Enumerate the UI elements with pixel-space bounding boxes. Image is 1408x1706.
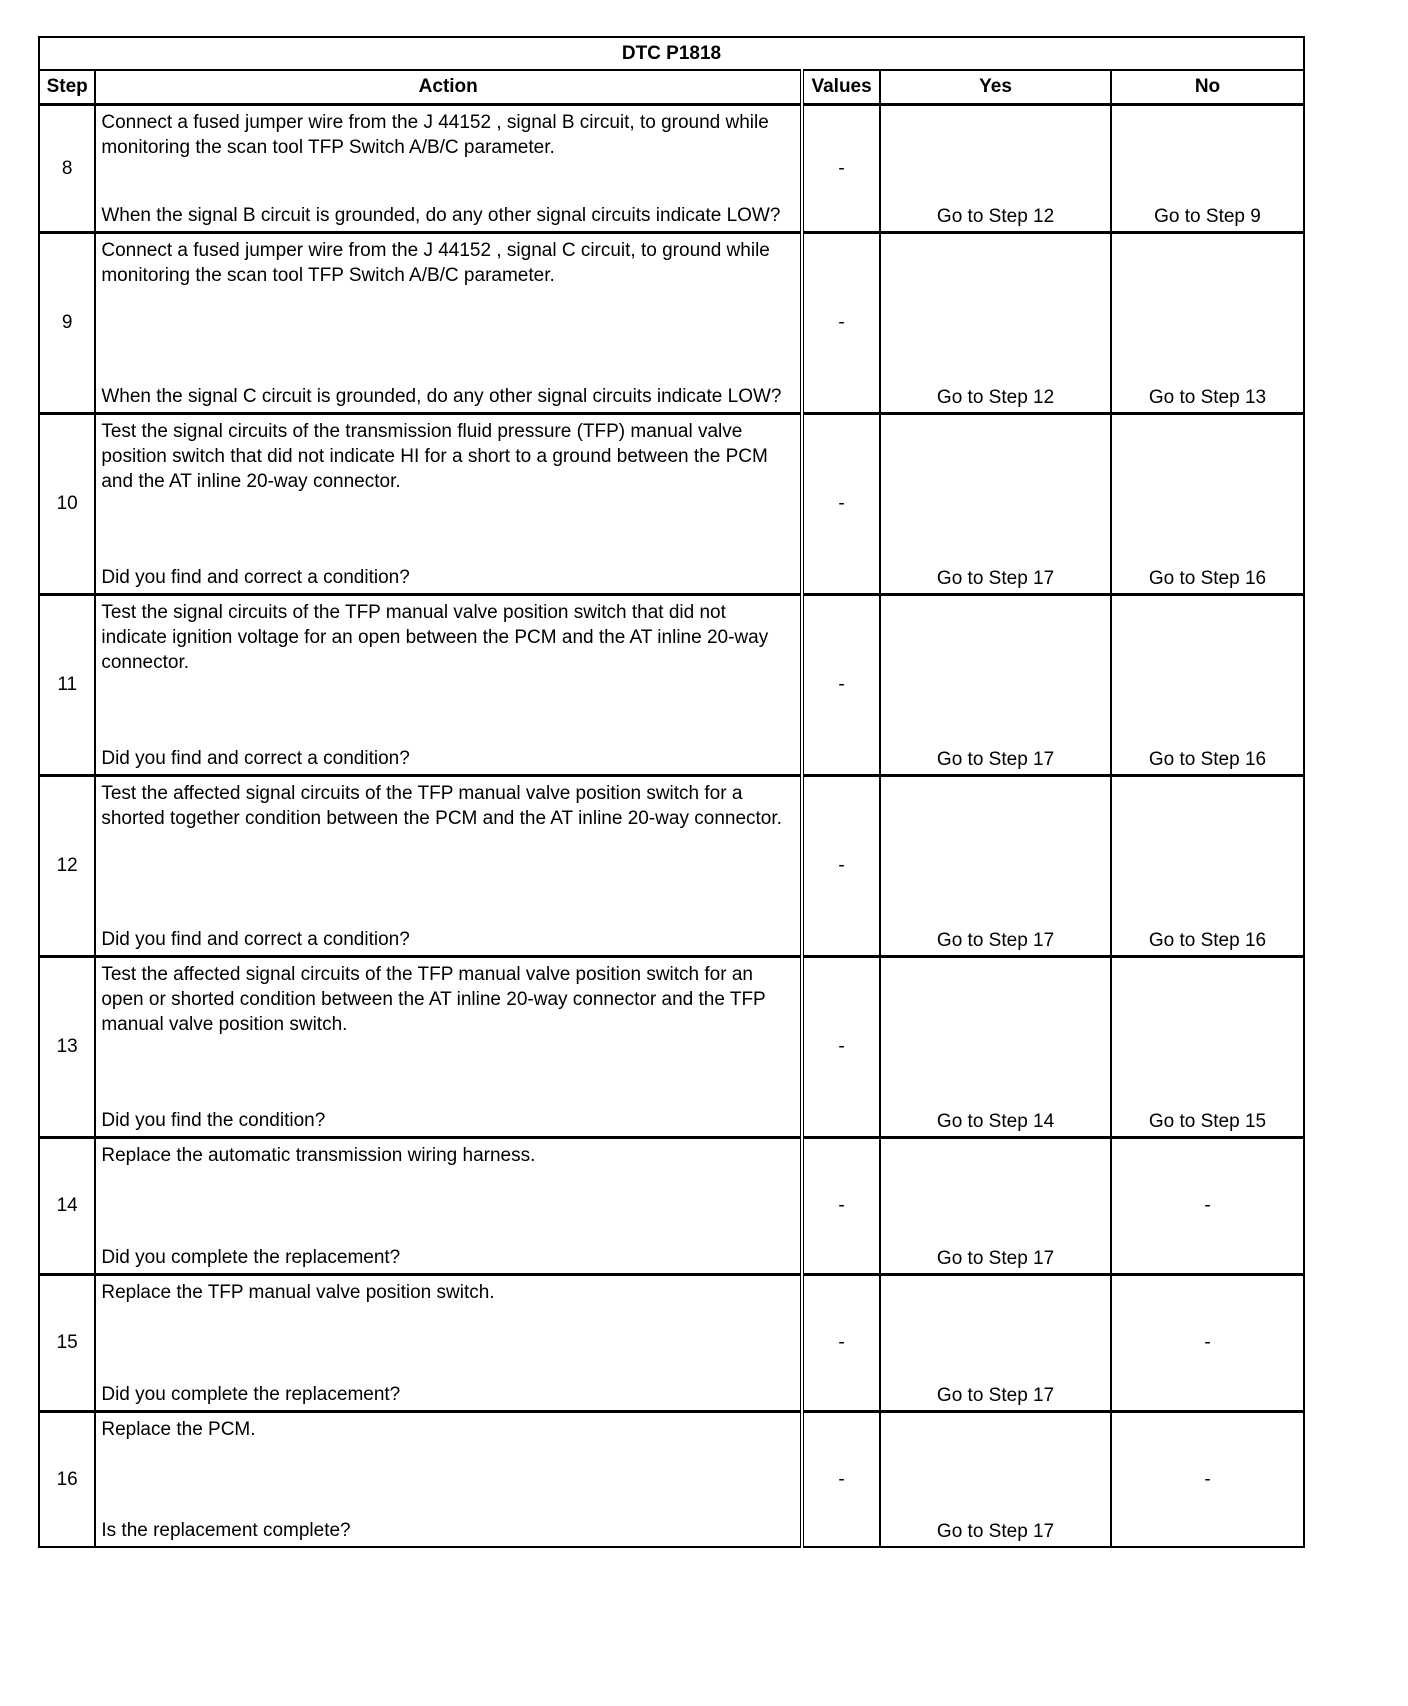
header-action: Action — [95, 70, 802, 104]
table-row — [39, 232, 1304, 413]
values-cell: - — [802, 232, 880, 413]
values-cell: - — [802, 1274, 880, 1411]
table-row — [39, 413, 1304, 594]
yes-result: Go to Step 17 — [880, 1411, 1111, 1547]
yes-result: Go to Step 17 — [880, 413, 1111, 594]
action-question: Is the replacement complete? — [101, 1519, 351, 1541]
yes-result: Go to Step 12 — [880, 232, 1111, 413]
action-question: Did you find and correct a condition? — [101, 566, 410, 588]
values-cell: - — [802, 1137, 880, 1274]
table-title: DTC P1818 — [39, 37, 1304, 70]
no-result: Go to Step 16 — [1111, 775, 1304, 956]
action-question: When the signal B circuit is grounded, do any other signal circuits indicate LOW? — [101, 204, 781, 226]
action-cell — [95, 413, 802, 594]
values-cell: - — [802, 956, 880, 1137]
action-cell — [95, 1411, 802, 1547]
table-row — [39, 1411, 1304, 1547]
table-row — [39, 594, 1304, 775]
action-question: Did you complete the replacement? — [101, 1246, 401, 1268]
step-number: 11 — [39, 594, 95, 775]
no-result: Go to Step 9 — [1111, 104, 1304, 232]
no-result: - — [1111, 1137, 1304, 1274]
header-no: No — [1111, 70, 1304, 104]
yes-result: Go to Step 17 — [880, 775, 1111, 956]
values-cell: - — [802, 104, 880, 232]
yes-result: Go to Step 17 — [880, 594, 1111, 775]
action-question: Did you complete the replacement? — [101, 1383, 401, 1405]
action-cell — [95, 775, 802, 956]
values-cell: - — [802, 775, 880, 956]
no-result: Go to Step 13 — [1111, 232, 1304, 413]
no-result: Go to Step 16 — [1111, 594, 1304, 775]
diagnostic-table — [38, 36, 1305, 1548]
no-result: - — [1111, 1411, 1304, 1547]
yes-result: Go to Step 14 — [880, 956, 1111, 1137]
table-row — [39, 956, 1304, 1137]
table-row — [39, 775, 1304, 956]
step-number: 15 — [39, 1274, 95, 1411]
action-cell — [95, 104, 802, 232]
step-number: 10 — [39, 413, 95, 594]
action-instruction: Replace the TFP manual valve position switch. — [101, 1281, 495, 1303]
action-instruction: Connect a fused jumper wire from the J 44152 , signal C circuit, to ground while monitoring the scan tool TFP Switch A/B/C parameter. — [101, 239, 770, 286]
step-number: 14 — [39, 1137, 95, 1274]
action-cell — [95, 956, 802, 1137]
action-question: Did you find and correct a condition? — [101, 928, 410, 950]
header-values: Values — [802, 70, 880, 104]
yes-result: Go to Step 17 — [880, 1274, 1111, 1411]
values-cell: - — [802, 1411, 880, 1547]
action-instruction: Test the affected signal circuits of the TFP manual valve position switch for a shorted together condition between the PCM and the AT inline 20-way connector. — [101, 782, 782, 829]
values-cell: - — [802, 413, 880, 594]
action-instruction: Test the affected signal circuits of the TFP manual valve position switch for an open or shorted condition between the AT inline 20-way connector and the TFP manual valve position switch. — [101, 963, 766, 1035]
step-number: 12 — [39, 775, 95, 956]
yes-result: Go to Step 12 — [880, 104, 1111, 232]
table-row — [39, 104, 1304, 232]
yes-result: Go to Step 17 — [880, 1137, 1111, 1274]
title-row — [39, 37, 1304, 70]
step-number: 16 — [39, 1411, 95, 1547]
table-row — [39, 1137, 1304, 1274]
header-yes: Yes — [880, 70, 1111, 104]
action-instruction: Test the signal circuits of the TFP manual valve position switch that did not indicate ignition voltage for an open between the PCM and the AT inline 20-way connector. — [101, 601, 769, 673]
action-cell — [95, 1137, 802, 1274]
action-question: Did you find and correct a condition? — [101, 747, 410, 769]
no-result: Go to Step 16 — [1111, 413, 1304, 594]
action-cell — [95, 1274, 802, 1411]
action-instruction: Replace the PCM. — [101, 1418, 256, 1440]
table-row — [39, 1274, 1304, 1411]
values-cell: - — [802, 594, 880, 775]
step-number: 8 — [39, 104, 95, 232]
action-question: Did you find the condition? — [101, 1109, 326, 1131]
step-number: 9 — [39, 232, 95, 413]
header-step: Step — [39, 70, 95, 104]
no-result: Go to Step 15 — [1111, 956, 1304, 1137]
action-cell — [95, 232, 802, 413]
header-row — [39, 70, 1304, 104]
action-cell — [95, 594, 802, 775]
action-instruction: Connect a fused jumper wire from the J 44152 , signal B circuit, to ground while monitoring the scan tool TFP Switch A/B/C parameter. — [101, 111, 769, 158]
action-instruction: Replace the automatic transmission wiring harness. — [101, 1144, 536, 1166]
action-question: When the signal C circuit is grounded, do any other signal circuits indicate LOW? — [101, 385, 782, 407]
action-instruction: Test the signal circuits of the transmission fluid pressure (TFP) manual valve position switch that did not indicate HI for a short to a ground between the PCM and the AT inline 20-way connector. — [101, 420, 768, 492]
step-number: 13 — [39, 956, 95, 1137]
no-result: - — [1111, 1274, 1304, 1411]
